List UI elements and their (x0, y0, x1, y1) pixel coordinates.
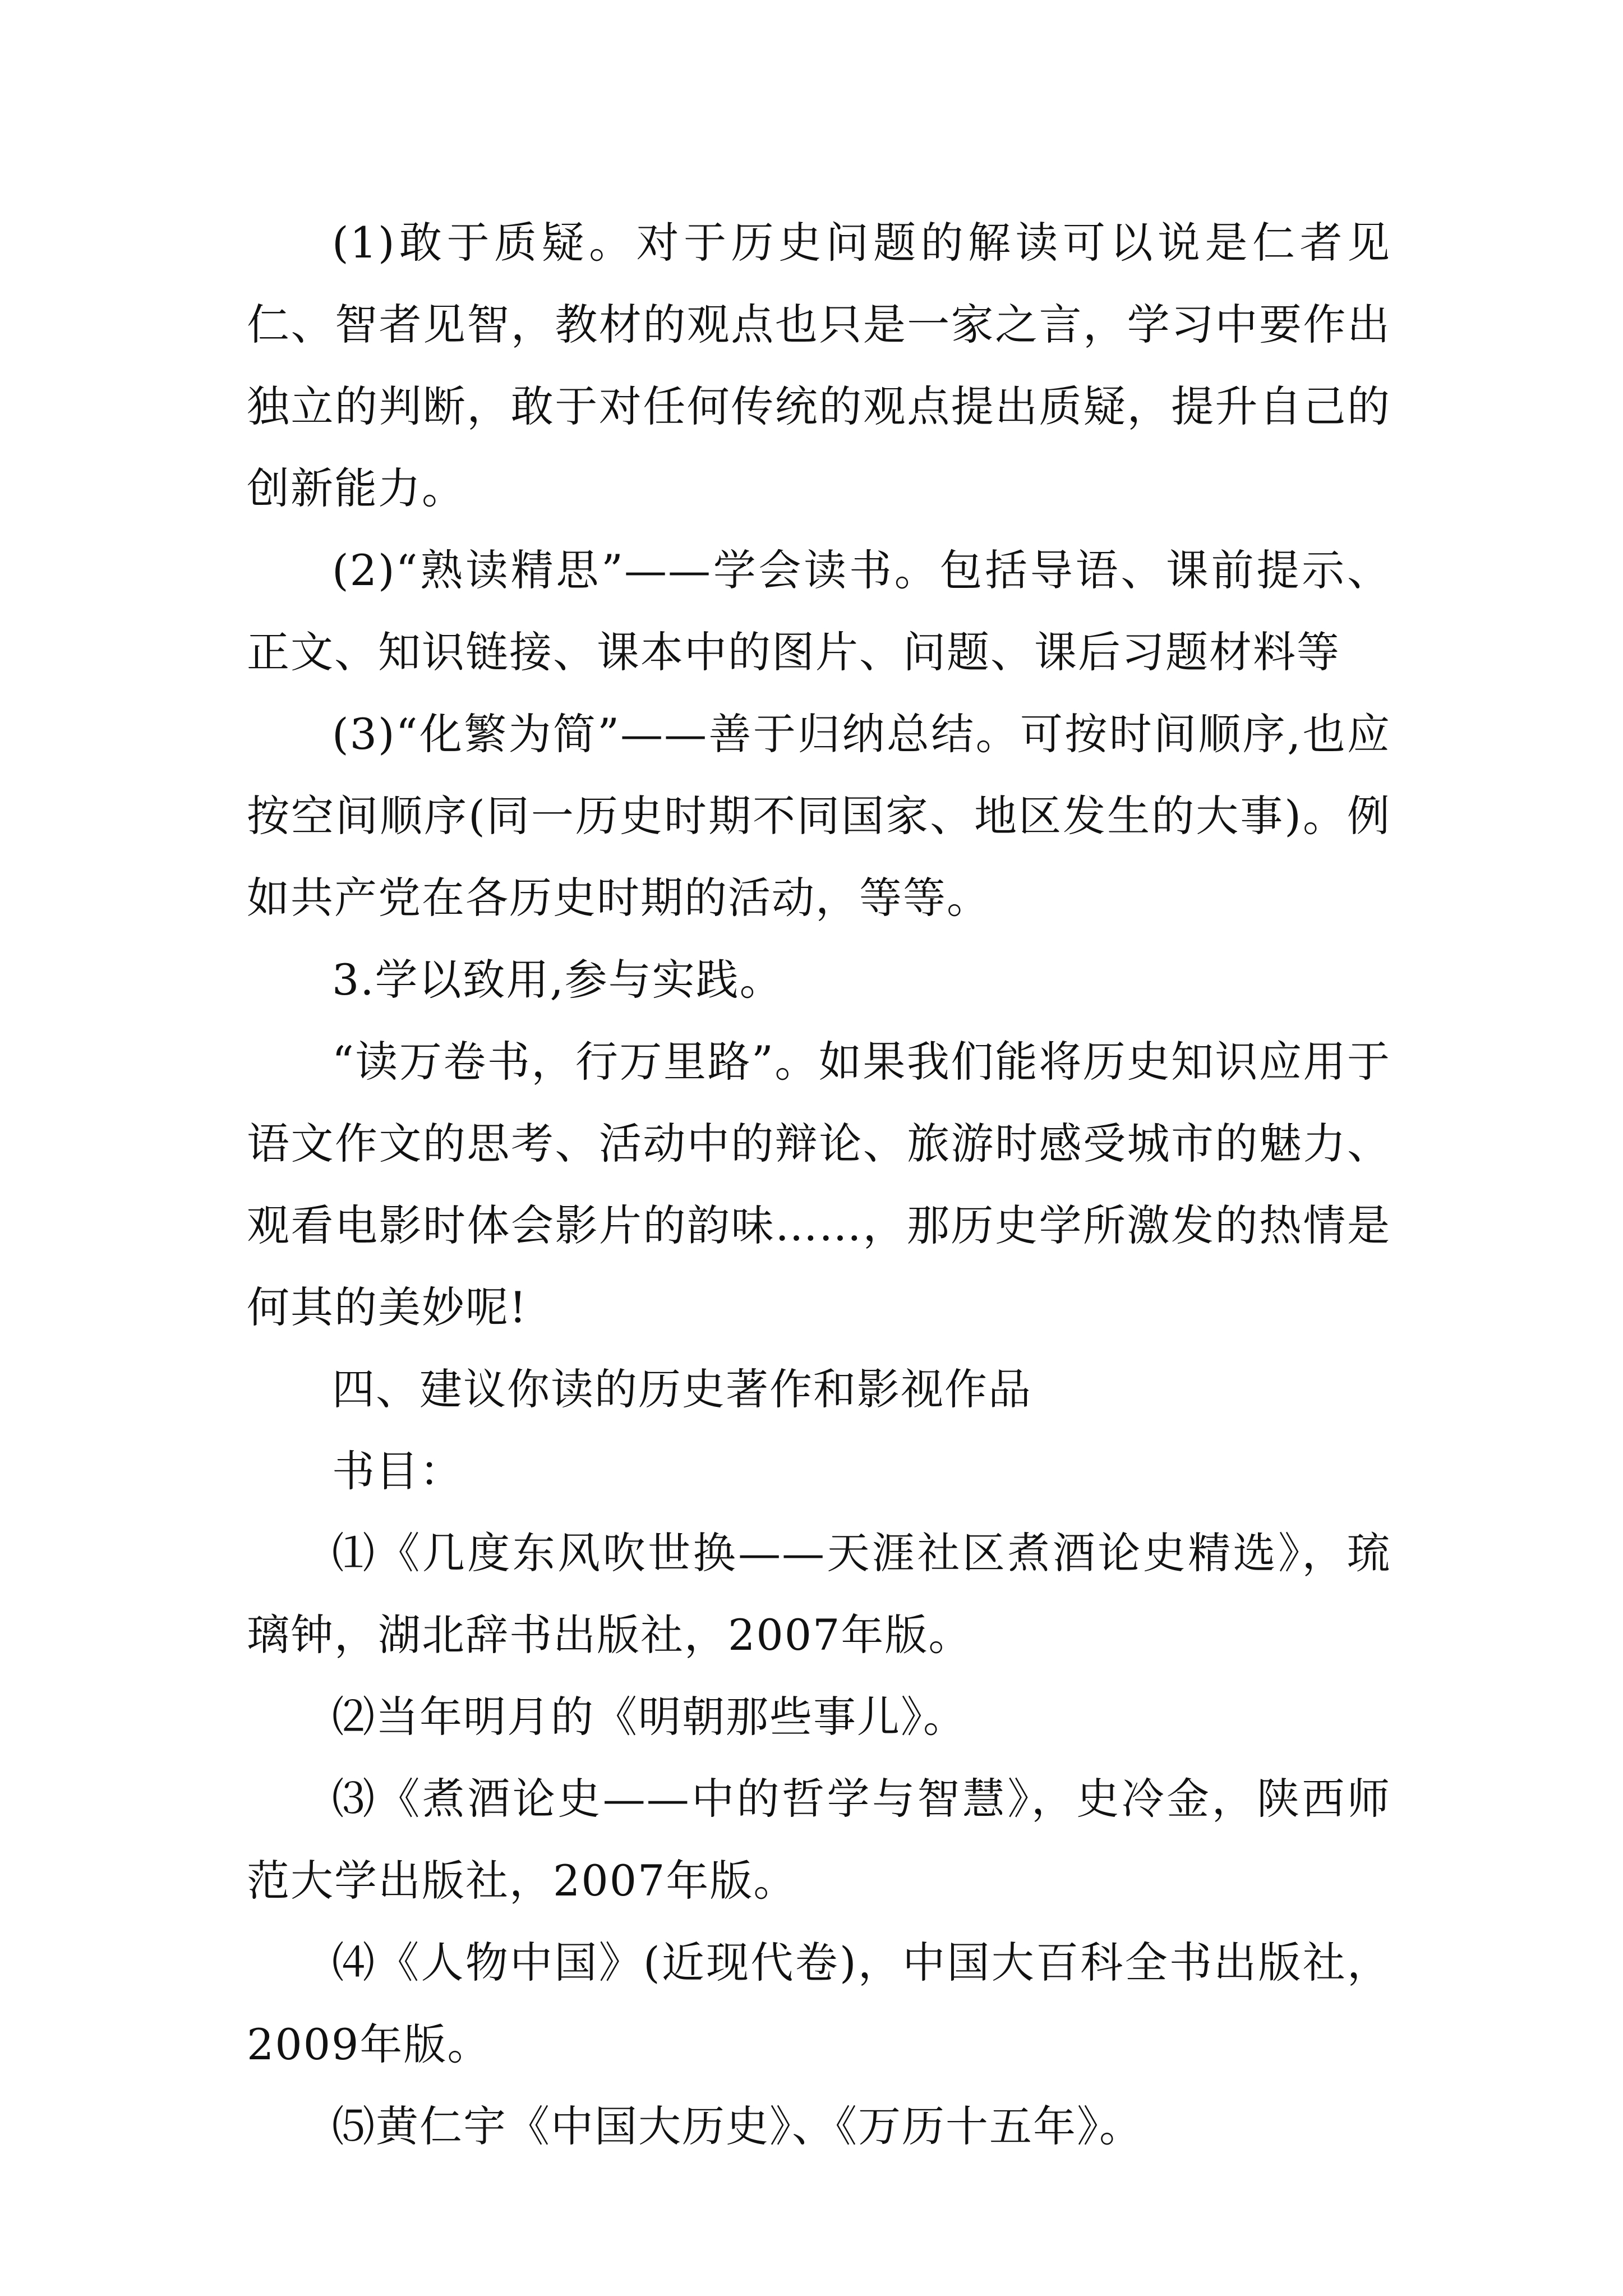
paragraph-skepticism: (1)敢于质疑。对于历史问题的解读可以说是仁者见仁、智者见智，教材的观点也只是一家之言，学习中要作出独立的判断，敢于对任何传统的观点提出质疑，提升自己的创新能力。 (247, 218, 1391, 513)
document-page (247, 202, 1391, 2168)
book-item-2: ⑵当年明月的《明朝那些事儿》。 (332, 1692, 967, 1742)
section-heading-practice: 3.学以致用,参与实践。 (332, 955, 783, 1005)
book-item-3: ⑶《煮酒论史——中的哲学与智慧》，史冷金，陕西师范大学出版社，2007年版。 (247, 1774, 1391, 1906)
section-heading-recommendations: 四、建议你读的历史著作和影视作品 (332, 1364, 1032, 1414)
paragraph-reading: (2)“熟读精思”——学会读书。包括导语、课前提示、正文、知识链接、课本中的图片、问题、课后习题材料等 (247, 545, 1391, 677)
booklist-heading: 书目： (332, 1446, 463, 1496)
book-item-4: ⑷《人物中国》(近现代卷)，中国大百科全书出版社，2009年版。 (247, 1938, 1391, 2069)
paragraph-practice: “读万卷书，行万里路”。如果我们能将历史知识应用于语文作文的思考、活动中的辩论、旅游时感受城市的魅力、观看电影时体会影片的韵味……，那历史学所激发的热情是何其的美妙呢! (247, 1037, 1391, 1332)
book-item-1: ⑴《几度东风吹世换——天涯社区煮酒论史精选》，琉璃钟，湖北辞书出版社，2007年版。 (247, 1528, 1391, 1660)
book-item-5: ⑸黄仁宇《中国大历史》、《万历十五年》。 (332, 2101, 1143, 2151)
paragraph-summarize: (3)“化繁为简”——善于归纳总结。可按时间顺序,也应按空间顺序(同一历史时期不同国家、地区发生的大事)。例如共产党在各历史时期的活动，等等。 (247, 709, 1391, 923)
